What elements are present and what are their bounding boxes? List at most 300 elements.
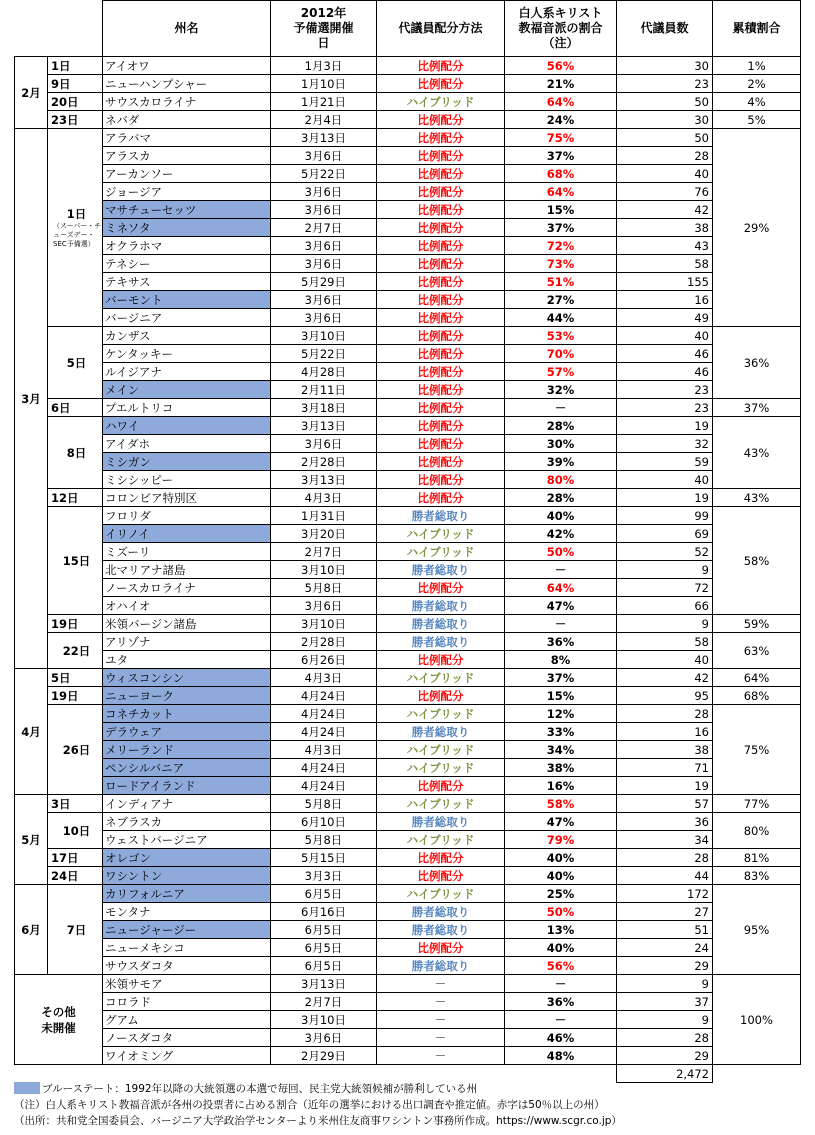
- cumulative-share: 77%: [713, 795, 801, 813]
- primary-date: 1月31日: [271, 507, 377, 525]
- primary-date: 6月16日: [271, 903, 377, 921]
- month-label: その他 未開催: [15, 975, 103, 1065]
- primary-date: 3月6日: [271, 201, 377, 219]
- table-row: [15, 579, 801, 597]
- table-row: [15, 435, 801, 453]
- primary-date: 1月10日: [271, 75, 377, 93]
- cumulative-share: 75%: [713, 705, 801, 795]
- cumulative-share: 37%: [713, 399, 801, 417]
- delegate-method: 比例配分: [377, 147, 505, 165]
- cumulative-share: 95%: [713, 885, 801, 975]
- table-row: [15, 273, 801, 291]
- table-row: [15, 345, 801, 363]
- state-name: ニュージャージー: [103, 921, 271, 939]
- delegate-count: 28: [617, 849, 713, 867]
- day-text: 26日: [62, 742, 91, 757]
- cumulative-share: 68%: [713, 687, 801, 705]
- delegate-count: 95: [617, 687, 713, 705]
- delegate-count: 29: [617, 957, 713, 975]
- month-label: 6月: [15, 885, 48, 975]
- delegate-method: 比例配分: [377, 327, 505, 345]
- delegate-count: 49: [617, 309, 713, 327]
- delegate-count: 23: [617, 75, 713, 93]
- note-blue-state: [14, 1081, 814, 1097]
- day-text: 6日: [51, 400, 71, 415]
- primary-date: 5月8日: [271, 579, 377, 597]
- state-name: コネチカット: [103, 705, 271, 723]
- state-name: テネシー: [103, 255, 271, 273]
- delegate-method: 比例配分: [377, 129, 505, 147]
- primary-date: 2月4日: [271, 111, 377, 129]
- state-name: ウィスコンシン: [103, 669, 271, 687]
- delegate-method: 勝者総取り: [377, 813, 505, 831]
- delegate-count: 99: [617, 507, 713, 525]
- day-text: 8日: [66, 445, 87, 460]
- state-name: カリフォルニア: [103, 885, 271, 903]
- table-row: [15, 1047, 801, 1065]
- delegate-count: 16: [617, 723, 713, 741]
- evangelical-share: 64%: [505, 579, 617, 597]
- table-row: [15, 957, 801, 975]
- table-row: [15, 849, 801, 867]
- cumulative-share: 58%: [713, 507, 801, 615]
- delegate-method: －: [377, 1011, 505, 1029]
- state-name: モンタナ: [103, 903, 271, 921]
- delegate-count: 76: [617, 183, 713, 201]
- evangelical-share: 12%: [505, 705, 617, 723]
- table-row: [15, 111, 801, 129]
- total-spacer-right: [713, 1065, 801, 1083]
- delegate-count: 9: [617, 561, 713, 579]
- cumulative-share: 43%: [713, 489, 801, 507]
- primary-date: 6月10日: [271, 813, 377, 831]
- state-name: オハイオ: [103, 597, 271, 615]
- delegate-method: 比例配分: [377, 417, 505, 435]
- delegate-method: ハイブリッド: [377, 795, 505, 813]
- evangelical-share: 30%: [505, 435, 617, 453]
- evangelical-share: 21%: [505, 75, 617, 93]
- primary-date: 3月6日: [271, 255, 377, 273]
- delegate-method: 比例配分: [377, 939, 505, 957]
- day-text: 7日: [66, 922, 87, 937]
- note-footnote: （注）白人系キリスト教福音派が各州の投票者に占める割合（近年の選挙における出口調査や推定値。赤字は50％以上の州）: [14, 1099, 605, 1111]
- day-label: [48, 885, 103, 975]
- delegate-method: 比例配分: [377, 273, 505, 291]
- primary-date: 4月24日: [271, 687, 377, 705]
- primary-date: 3月10日: [271, 615, 377, 633]
- delegate-count: 58: [617, 255, 713, 273]
- state-name: ペンシルバニア: [103, 759, 271, 777]
- primary-date: 5月8日: [271, 795, 377, 813]
- state-name: グアム: [103, 1011, 271, 1029]
- state-name: アイオワ: [103, 57, 271, 75]
- delegate-method: ハイブリッド: [377, 669, 505, 687]
- delegate-method: 比例配分: [377, 849, 505, 867]
- table-row: [15, 363, 801, 381]
- header-state: 州名: [103, 1, 271, 57]
- table-row: [15, 417, 801, 435]
- day-label: [48, 813, 103, 849]
- evangelical-share: 64%: [505, 93, 617, 111]
- table-row: [15, 543, 801, 561]
- delegate-count: 27: [617, 903, 713, 921]
- delegate-count: 32: [617, 435, 713, 453]
- header-row: [15, 1, 801, 57]
- delegate-method: ハイブリッド: [377, 741, 505, 759]
- primary-date: 3月6日: [271, 1029, 377, 1047]
- state-name: アラバマ: [103, 129, 271, 147]
- delegate-method: －: [377, 1047, 505, 1065]
- state-name: ロードアイランド: [103, 777, 271, 795]
- state-name: ニューメキシコ: [103, 939, 271, 957]
- delegate-count: 46: [617, 363, 713, 381]
- state-name: ニューハンプシャー: [103, 75, 271, 93]
- evangelical-share: 28%: [505, 489, 617, 507]
- state-name: マサチューセッツ: [103, 201, 271, 219]
- day-label: [48, 867, 103, 885]
- primary-schedule-table: [14, 0, 801, 1083]
- delegate-count: 40: [617, 471, 713, 489]
- cumulative-share: 43%: [713, 417, 801, 489]
- day-text: 19日: [51, 616, 79, 631]
- table-row: [15, 723, 801, 741]
- primary-date: 4月3日: [271, 669, 377, 687]
- state-name: ネバダ: [103, 111, 271, 129]
- total-row: [15, 1065, 801, 1083]
- delegate-count: 19: [617, 489, 713, 507]
- delegate-method: 比例配分: [377, 309, 505, 327]
- primary-date: 2月7日: [271, 219, 377, 237]
- evangelical-share: 44%: [505, 309, 617, 327]
- day-text: 5日: [66, 355, 87, 370]
- state-name: コロンビア特別区: [103, 489, 271, 507]
- table-row: [15, 651, 801, 669]
- state-name: ケンタッキー: [103, 345, 271, 363]
- primary-date: 6月5日: [271, 885, 377, 903]
- day-label: [48, 399, 103, 417]
- delegate-count: 155: [617, 273, 713, 291]
- table-row: [15, 309, 801, 327]
- primary-date: 6月5日: [271, 957, 377, 975]
- table-row: [15, 381, 801, 399]
- state-name: テキサス: [103, 273, 271, 291]
- delegate-method: 比例配分: [377, 237, 505, 255]
- evangelical-share: 47%: [505, 813, 617, 831]
- day-label: [48, 669, 103, 687]
- evangelical-share: 8%: [505, 651, 617, 669]
- total-spacer: [15, 1065, 617, 1083]
- delegate-count: 23: [617, 381, 713, 399]
- delegate-method: 比例配分: [377, 291, 505, 309]
- primary-date: 4月24日: [271, 759, 377, 777]
- day-label: [48, 615, 103, 633]
- evangelical-share: 24%: [505, 111, 617, 129]
- delegate-count: 72: [617, 579, 713, 597]
- primary-date: 3月13日: [271, 417, 377, 435]
- cumulative-share: 59%: [713, 615, 801, 633]
- evangelical-share: －: [505, 399, 617, 417]
- evangelical-share: 72%: [505, 237, 617, 255]
- delegate-method: －: [377, 993, 505, 1011]
- day-label: [48, 705, 103, 795]
- delegate-method: 勝者総取り: [377, 561, 505, 579]
- day-text: 15日: [62, 553, 91, 568]
- table-row: [15, 255, 801, 273]
- primary-date: 4月24日: [271, 723, 377, 741]
- primary-date: 3月13日: [271, 129, 377, 147]
- table-row: [15, 219, 801, 237]
- delegate-method: 比例配分: [377, 435, 505, 453]
- table-row: [15, 399, 801, 417]
- day-text: 23日: [51, 112, 79, 127]
- delegate-method: 勝者総取り: [377, 723, 505, 741]
- table-row: [15, 291, 801, 309]
- evangelical-share: 56%: [505, 57, 617, 75]
- primary-date: 4月24日: [271, 777, 377, 795]
- evangelical-share: 32%: [505, 381, 617, 399]
- day-label: [48, 111, 103, 129]
- evangelical-share: 37%: [505, 219, 617, 237]
- evangelical-share: －: [505, 615, 617, 633]
- table-row: [15, 507, 801, 525]
- delegate-count: 66: [617, 597, 713, 615]
- notes: [14, 1081, 814, 1129]
- delegate-count: 58: [617, 633, 713, 651]
- delegate-method: ハイブリッド: [377, 705, 505, 723]
- evangelical-share: 40%: [505, 867, 617, 885]
- table-row: [15, 885, 801, 903]
- state-name: バーモント: [103, 291, 271, 309]
- primary-date: 3月10日: [271, 327, 377, 345]
- state-name: インディアナ: [103, 795, 271, 813]
- header-primary-date: 2012年 予備選開催 日: [271, 1, 377, 57]
- state-name: ネブラスカ: [103, 813, 271, 831]
- day-text: 1日: [66, 207, 87, 221]
- primary-date: 6月5日: [271, 921, 377, 939]
- table-row: [15, 795, 801, 813]
- state-name: バージニア: [103, 309, 271, 327]
- delegate-count: 52: [617, 543, 713, 561]
- delegate-count: 34: [617, 831, 713, 849]
- state-name: 米領バージン諸島: [103, 615, 271, 633]
- delegate-method: 勝者総取り: [377, 957, 505, 975]
- evangelical-share: 13%: [505, 921, 617, 939]
- delegate-method: 比例配分: [377, 255, 505, 273]
- day-label: [48, 633, 103, 669]
- delegate-method: 比例配分: [377, 381, 505, 399]
- delegate-method: 勝者総取り: [377, 921, 505, 939]
- delegate-count: 9: [617, 975, 713, 993]
- day-text: 17日: [51, 850, 79, 865]
- cumulative-share: 81%: [713, 849, 801, 867]
- cumulative-share: 83%: [713, 867, 801, 885]
- header-cumulative: 累積割合: [713, 1, 801, 57]
- delegate-method: 比例配分: [377, 489, 505, 507]
- evangelical-share: 27%: [505, 291, 617, 309]
- state-name: ノースカロライナ: [103, 579, 271, 597]
- table-row: [15, 183, 801, 201]
- delegate-count: 172: [617, 885, 713, 903]
- cumulative-share: 1%: [713, 57, 801, 75]
- cumulative-share: 29%: [713, 129, 801, 327]
- delegate-method: 比例配分: [377, 399, 505, 417]
- state-name: ハワイ: [103, 417, 271, 435]
- primary-date: 3月6日: [271, 435, 377, 453]
- state-name: フロリダ: [103, 507, 271, 525]
- primary-date: 6月5日: [271, 939, 377, 957]
- note-source: （出所：共和党全国委員会、バージニア大学政治学センターより米州住友商事ワシントン事務所作成。https://www.scgr.co.jp）: [14, 1115, 622, 1127]
- table-row: [15, 777, 801, 795]
- delegate-count: 38: [617, 741, 713, 759]
- day-label: [48, 795, 103, 813]
- day-label: [48, 417, 103, 489]
- evangelical-share: 34%: [505, 741, 617, 759]
- day-text: 9日: [51, 76, 71, 91]
- table-row: [15, 165, 801, 183]
- state-name: ミシシッピー: [103, 471, 271, 489]
- primary-date: 2月29日: [271, 1047, 377, 1065]
- state-name: デラウェア: [103, 723, 271, 741]
- delegate-count: 57: [617, 795, 713, 813]
- cumulative-share: 4%: [713, 93, 801, 111]
- delegate-count: 51: [617, 921, 713, 939]
- table-row: [15, 831, 801, 849]
- delegate-total: 2,472: [617, 1065, 713, 1083]
- state-name: アリゾナ: [103, 633, 271, 651]
- evangelical-share: 75%: [505, 129, 617, 147]
- delegate-method: 比例配分: [377, 687, 505, 705]
- state-name: メイン: [103, 381, 271, 399]
- table-row: [15, 129, 801, 147]
- delegate-count: 50: [617, 93, 713, 111]
- primary-date: 1月3日: [271, 57, 377, 75]
- delegate-count: 30: [617, 111, 713, 129]
- delegate-count: 46: [617, 345, 713, 363]
- delegate-method: 比例配分: [377, 363, 505, 381]
- delegate-method: 勝者総取り: [377, 615, 505, 633]
- table-row: [15, 741, 801, 759]
- evangelical-share: 28%: [505, 417, 617, 435]
- evangelical-share: －: [505, 561, 617, 579]
- table-row: [15, 669, 801, 687]
- primary-date: 4月3日: [271, 489, 377, 507]
- delegate-count: 9: [617, 615, 713, 633]
- day-text: 19日: [51, 688, 79, 703]
- primary-date: 3月6日: [271, 309, 377, 327]
- delegate-count: 19: [617, 417, 713, 435]
- evangelical-share: 47%: [505, 597, 617, 615]
- state-name: プエルトリコ: [103, 399, 271, 417]
- evangelical-share: 40%: [505, 507, 617, 525]
- note-blue-state-text: ブルーステート：1992年以降の大統領選の本選で毎回、民主党大統領候補が勝利している州: [42, 1083, 478, 1095]
- evangelical-share: 51%: [505, 273, 617, 291]
- primary-date: 5月15日: [271, 849, 377, 867]
- day-text: 20日: [51, 94, 79, 109]
- month-label: 3月: [15, 129, 48, 669]
- state-name: イリノイ: [103, 525, 271, 543]
- delegate-count: 42: [617, 669, 713, 687]
- evangelical-share: 42%: [505, 525, 617, 543]
- evangelical-share: 58%: [505, 795, 617, 813]
- table-row: [15, 1011, 801, 1029]
- cumulative-share: 80%: [713, 813, 801, 849]
- day-label: [48, 489, 103, 507]
- state-name: サウスカロライナ: [103, 93, 271, 111]
- state-name: メリーランド: [103, 741, 271, 759]
- primary-date: 3月6日: [271, 291, 377, 309]
- evangelical-share: 48%: [505, 1047, 617, 1065]
- delegate-method: 比例配分: [377, 345, 505, 363]
- day-text: 12日: [51, 490, 79, 505]
- evangelical-share: 80%: [505, 471, 617, 489]
- evangelical-share: 70%: [505, 345, 617, 363]
- table-row: [15, 57, 801, 75]
- primary-date: 2月7日: [271, 543, 377, 561]
- header-delegates: 代議員数: [617, 1, 713, 57]
- delegate-count: 37: [617, 993, 713, 1011]
- delegate-method: ハイブリッド: [377, 93, 505, 111]
- evangelical-share: 15%: [505, 201, 617, 219]
- primary-date: 2月7日: [271, 993, 377, 1011]
- primary-date: 2月28日: [271, 453, 377, 471]
- delegate-count: 69: [617, 525, 713, 543]
- delegate-method: ハイブリッド: [377, 831, 505, 849]
- state-name: アーカンソー: [103, 165, 271, 183]
- day-label: [48, 93, 103, 111]
- evangelical-share: 33%: [505, 723, 617, 741]
- evangelical-share: 57%: [505, 363, 617, 381]
- primary-date: 1月21日: [271, 93, 377, 111]
- delegate-count: 23: [617, 399, 713, 417]
- delegate-method: 比例配分: [377, 57, 505, 75]
- day-text: 3日: [51, 796, 71, 811]
- primary-date: 3月6日: [271, 597, 377, 615]
- delegate-count: 40: [617, 165, 713, 183]
- table-row: [15, 327, 801, 345]
- month-label: 4月: [15, 669, 48, 795]
- month-label: 5月: [15, 795, 48, 885]
- evangelical-share: 56%: [505, 957, 617, 975]
- cumulative-share: 5%: [713, 111, 801, 129]
- table-row: [15, 597, 801, 615]
- delegate-method: ハイブリッド: [377, 525, 505, 543]
- evangelical-share: 40%: [505, 939, 617, 957]
- evangelical-share: －: [505, 975, 617, 993]
- header-corner: [15, 1, 103, 57]
- day-label: [48, 57, 103, 75]
- delegate-count: 71: [617, 759, 713, 777]
- state-name: コロラド: [103, 993, 271, 1011]
- evangelical-share: 50%: [505, 903, 617, 921]
- primary-date: 3月6日: [271, 183, 377, 201]
- state-name: ノースダコタ: [103, 1029, 271, 1047]
- primary-date: 5月22日: [271, 345, 377, 363]
- evangelical-share: 37%: [505, 147, 617, 165]
- state-name: 北マリアナ諸島: [103, 561, 271, 579]
- state-name: ニューヨーク: [103, 687, 271, 705]
- table-row: [15, 687, 801, 705]
- primary-date: 3月10日: [271, 561, 377, 579]
- delegate-method: 比例配分: [377, 471, 505, 489]
- table-row: [15, 633, 801, 651]
- delegate-method: 比例配分: [377, 111, 505, 129]
- evangelical-share: 46%: [505, 1029, 617, 1047]
- evangelical-share: 16%: [505, 777, 617, 795]
- primary-date: 3月3日: [271, 867, 377, 885]
- delegate-count: 16: [617, 291, 713, 309]
- state-name: カンザス: [103, 327, 271, 345]
- evangelical-share: 50%: [505, 543, 617, 561]
